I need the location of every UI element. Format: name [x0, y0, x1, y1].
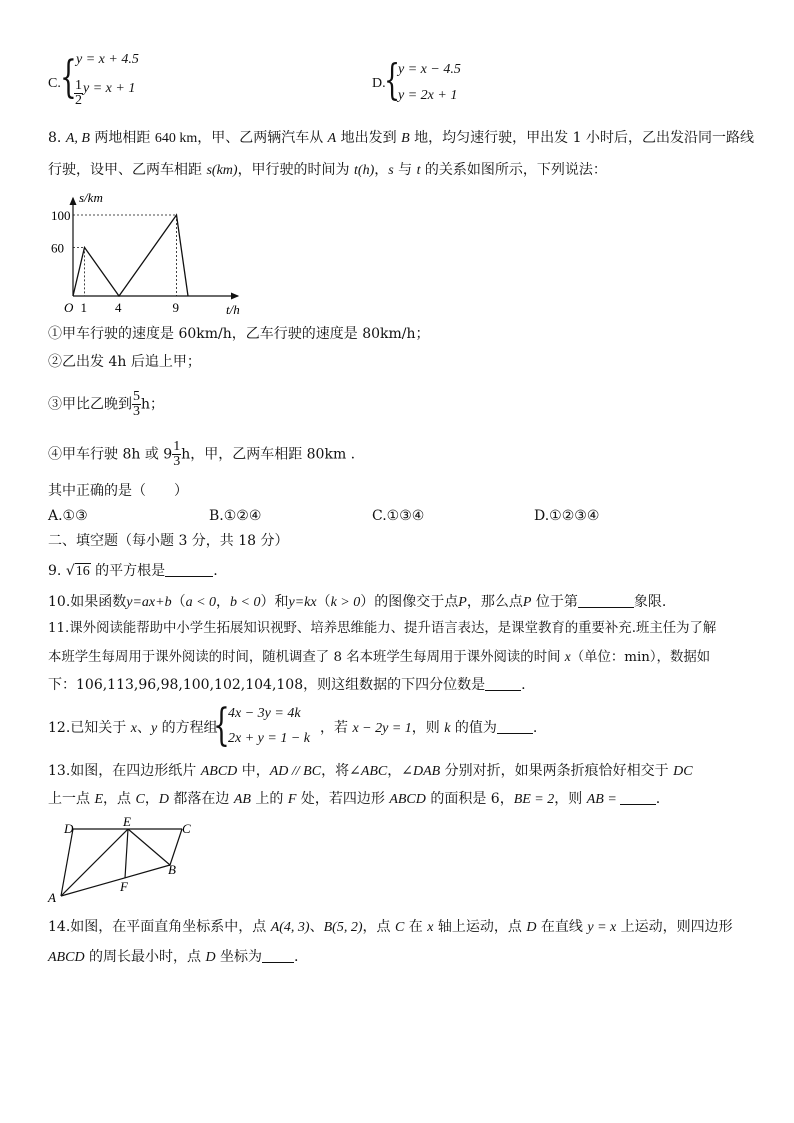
q13-l1-c: ，将∠ — [321, 763, 361, 779]
q10 — [48, 592, 666, 613]
q13-label-b: B — [168, 862, 176, 877]
x-axis-label: t/h — [226, 302, 240, 317]
q14-line1 — [48, 917, 733, 938]
q11-period: . — [521, 677, 526, 693]
q12-x: x — [130, 721, 137, 736]
q10-f: ）的图像交于点 — [360, 594, 459, 610]
q8-line2 — [48, 160, 607, 181]
q8-l2-d: 与 — [393, 162, 417, 178]
q8-option-b: B.①②④ — [209, 508, 262, 524]
q8-text-c: ，甲、乙两辆汽车从 — [197, 130, 328, 146]
q12-answer-blank — [497, 719, 533, 734]
q13-answer-blank — [620, 790, 656, 805]
q13-crease-eb — [128, 829, 170, 865]
q12-eq1: 4x − 3y = 4k — [228, 706, 301, 721]
q10-f1: y=ax+b — [126, 595, 172, 610]
q10-e: （ — [316, 594, 331, 610]
q10-f2: y=kx — [288, 595, 317, 610]
q8-option-c: C.①③④ — [372, 508, 425, 524]
q14-l1-A: A(4, 3) — [270, 920, 310, 935]
q10-d: ）和 — [260, 594, 289, 610]
q7-option-c-brace: { — [60, 52, 77, 103]
q13-l2-d: 都落在边 — [168, 791, 234, 807]
q10-c: ， — [216, 594, 231, 610]
q14-l1-e: 轴上运动，点 — [433, 919, 527, 935]
q12-a: 12.已知关于 — [48, 720, 131, 736]
q13-l1-e: 分别对折，如果两条折痕恰好相交于 — [440, 763, 674, 779]
q13-l1-abc: ABC — [360, 764, 388, 779]
q7-option-c-label: C. — [48, 76, 61, 91]
q12-period: . — [532, 720, 538, 736]
q12-eq2: 2x + y = 1 − k — [228, 731, 310, 746]
q14-line2 — [48, 947, 299, 968]
q7-c-frac-den: 2 — [75, 93, 82, 108]
q11-line2 — [48, 647, 710, 668]
q7-option-d-eq2: y = 2x + 1 — [398, 88, 458, 103]
q11-line1: 11.课外阅读能帮助中小学生拓展知识视野、培养思维能力、提升语言表达，是课堂教育的重要补充.班主任为了解 — [48, 621, 717, 636]
q8-line1 — [48, 128, 754, 149]
q7-option-d-label: D. — [372, 76, 386, 91]
q13-period: . — [655, 791, 661, 807]
q13-label-c: C — [182, 821, 191, 836]
q9-num: 9. — [48, 563, 66, 579]
q9-answer-blank — [165, 562, 213, 577]
q13-l2-g: 的面积是 6， — [425, 791, 514, 807]
q8-l2-e: 的关系如图所示，下列说法： — [420, 162, 607, 178]
q13-line1 — [48, 761, 693, 782]
q8-l2-s: s(km) — [206, 163, 238, 178]
q14-l1-D: D — [526, 920, 537, 935]
q7-c-eq2-text: y = x + 1 — [83, 81, 136, 96]
q13-label-e: E — [123, 814, 131, 829]
q12-y: y — [150, 721, 158, 736]
sqrt-sign: √ — [65, 563, 75, 579]
q10-h: 位于第 — [531, 594, 578, 610]
q11-l2-b: （单位：min），数据如 — [570, 650, 711, 665]
q11-line3 — [48, 675, 526, 695]
q13-l2-be: BE = 2 — [513, 792, 555, 807]
q13-l2-a: 上一点 — [48, 791, 95, 807]
q8-s4-num: 1 — [173, 439, 181, 454]
q8-option-d: D.①②③④ — [534, 508, 600, 524]
q14-l1-a: 14.如图，在平面直角坐标系中，点 — [48, 919, 271, 935]
q14-l1-B: B(5, 2) — [323, 920, 363, 935]
q8-text-d: 地出发到 — [336, 130, 402, 146]
q8-l2-s2: s — [388, 163, 394, 178]
q10-c3: k > 0 — [330, 595, 361, 610]
q11-answer-blank — [485, 676, 521, 691]
q7-option-c-eq1: y = x + 4.5 — [76, 52, 139, 67]
q13-line2 — [48, 789, 660, 810]
q13-l2-AB: AB — [233, 792, 251, 807]
series-line — [73, 215, 188, 296]
q14-period: . — [294, 949, 299, 965]
q8-s3-num: 5 — [133, 389, 140, 404]
q13-l2-D: D — [158, 792, 169, 807]
q13-side-ab — [61, 865, 170, 896]
q13-l2-b: ，点 — [103, 791, 136, 807]
q13-l2-e: 上的 — [250, 791, 288, 807]
q7-c-frac-num: 1 — [75, 78, 82, 93]
q13-label-a: A — [48, 890, 56, 905]
section-heading: 二、填空题（每小题 3 分，共 18 分） — [48, 533, 289, 549]
q9-period: . — [213, 563, 218, 579]
q14-l1-d: 在 — [404, 919, 428, 935]
q14-l1-line: y = x — [587, 920, 617, 935]
q13-l2-c: ， — [144, 791, 159, 807]
q8-statement-1: ①甲车行驶的速度是 60km/h，乙车行驶的速度是 80km/h； — [48, 326, 430, 342]
q13-l2-C: C — [135, 792, 145, 807]
q13-l2-ab2: AB = — [586, 792, 617, 807]
q7-option-d-brace: { — [384, 55, 401, 104]
q7-option-d-eq1: y = x − 4.5 — [398, 62, 461, 77]
q10-P: P — [458, 595, 467, 610]
q9 — [48, 561, 218, 582]
q13-l2-h: ，则 — [554, 791, 587, 807]
q8-A: A — [327, 131, 337, 146]
q14-l2-abcd: ABCD — [48, 950, 85, 965]
q13-l2-abcd: ABCD — [389, 792, 426, 807]
q14-l1-b: 、 — [309, 919, 324, 935]
q12-c: 的方程组 — [157, 720, 218, 736]
q8-B: B — [401, 131, 410, 146]
q13-l1-dc: DC — [673, 764, 693, 779]
q8-l2-a: 行驶，设甲、乙两车相距 — [48, 162, 207, 178]
q13-side-cb — [170, 829, 182, 865]
q13-l2-f: 处，若四边形 — [296, 791, 390, 807]
q10-i: 象限. — [633, 594, 667, 610]
q12-b: 、 — [136, 720, 151, 736]
q13-l1-abcd: ABCD — [200, 764, 238, 779]
q8-statement-4 — [48, 440, 355, 469]
q14-l1-g: 上运动，则四边形 — [616, 919, 733, 935]
x-tick-label-1: 1 — [80, 300, 87, 315]
q11-l3-text: 下：106,113,96,98,100,102,104,108，则这组数据的下四分位数是 — [48, 677, 486, 693]
q8-s4-b: h，甲，乙两车相距 80km . — [181, 446, 356, 463]
q12-k: k — [444, 721, 451, 736]
q8-l2-b: ，甲行驶的时间为 — [237, 162, 355, 178]
q8-l2-t: t(h) — [354, 163, 375, 178]
q8-s4-den: 3 — [173, 454, 181, 469]
q10-a: 10.如果函数 — [48, 594, 127, 610]
q12-suffix — [320, 718, 537, 739]
q12-prefix — [48, 718, 218, 739]
q8-statement-3 — [48, 390, 164, 419]
q12-d: ，若 — [320, 720, 353, 736]
q13-label-f: F — [120, 879, 128, 894]
q8-dist: 640 km — [154, 131, 198, 146]
y-axis-label: s/km — [79, 190, 103, 205]
x-tick-label-4: 4 — [115, 300, 122, 315]
q8-text-b: 两地相距 — [89, 130, 155, 146]
q11-l2-a: 本班学生每周用于课外阅读的时间，随机调查了 8 名本班学生每周用于课外阅读的时间 — [48, 650, 565, 665]
q13-l1-b: 中， — [237, 763, 270, 779]
q8-ab: A, B — [65, 131, 90, 146]
q8-text-e: 地，均匀速行驶，甲出发 1 小时后，乙出发沿同一路线 — [409, 130, 754, 146]
q8-question: 其中正确的是（ ） — [48, 483, 188, 499]
q7-option-c-eq2 — [74, 78, 135, 108]
q9-text: 的平方根是 — [90, 563, 166, 579]
q13-quadrilateral-figure — [44, 814, 204, 906]
q13-l2-E: E — [94, 792, 104, 807]
q8-l2-t2: t — [416, 163, 421, 178]
q10-b: （ — [171, 594, 186, 610]
q13-l1-a: 13.如图，在四边形纸片 — [48, 763, 201, 779]
y-tick-label-100: 100 — [51, 208, 71, 223]
q8-distance-time-graph — [40, 190, 260, 320]
q12-cond: x − 2y = 1 — [352, 721, 412, 736]
q14-l2-a: 的周长最小时，点 — [84, 949, 206, 965]
q13-label-d: D — [64, 821, 74, 836]
origin-label: O — [64, 300, 74, 315]
y-tick-label-60: 60 — [51, 240, 64, 256]
q14-l1-f: 在直线 — [536, 919, 588, 935]
q8-option-a: A.①③ — [48, 508, 88, 524]
q8-s3-a: ③甲比乙晚到 — [48, 396, 132, 413]
q14-l1-x: x — [427, 920, 434, 935]
q14-l2-b: 坐标为 — [215, 949, 263, 965]
q14-answer-blank — [262, 948, 294, 963]
q14-l1-C: C — [394, 920, 405, 935]
x-tick-label-9: 9 — [172, 300, 179, 315]
q13-l2-F: F — [287, 792, 297, 807]
q13-segment-ef — [125, 829, 128, 878]
q8-l2-c: ， — [374, 162, 389, 178]
q8-num: 8. — [48, 130, 66, 146]
q11-l2-x: x — [564, 649, 571, 664]
q8-s3-den: 3 — [133, 404, 140, 419]
q8-s3-b: h； — [141, 396, 165, 413]
q14-l1-c: ，点 — [362, 919, 395, 935]
q10-c1: a < 0 — [185, 595, 217, 610]
q10-P2: P — [522, 595, 532, 610]
q12-e: ，则 — [411, 720, 445, 736]
q9-radicand: 16 — [75, 564, 90, 579]
q13-l1-dab: DAB — [413, 764, 441, 779]
q10-answer-blank — [578, 593, 634, 608]
q13-l1-par: AD // BC — [269, 764, 322, 779]
q12-brace: { — [213, 700, 230, 751]
q14-l2-D: D — [205, 950, 216, 965]
q12-f: 的值为 — [450, 720, 497, 736]
q8-statement-2: ②乙出发 4h 后追上甲； — [48, 354, 201, 370]
q8-s4-a: ④甲车行驶 8h 或 9 — [48, 446, 173, 463]
q10-c2: b < 0 — [230, 595, 261, 610]
q10-g: ，那么点 — [466, 594, 523, 610]
q13-l1-d: ，∠ — [387, 763, 413, 779]
